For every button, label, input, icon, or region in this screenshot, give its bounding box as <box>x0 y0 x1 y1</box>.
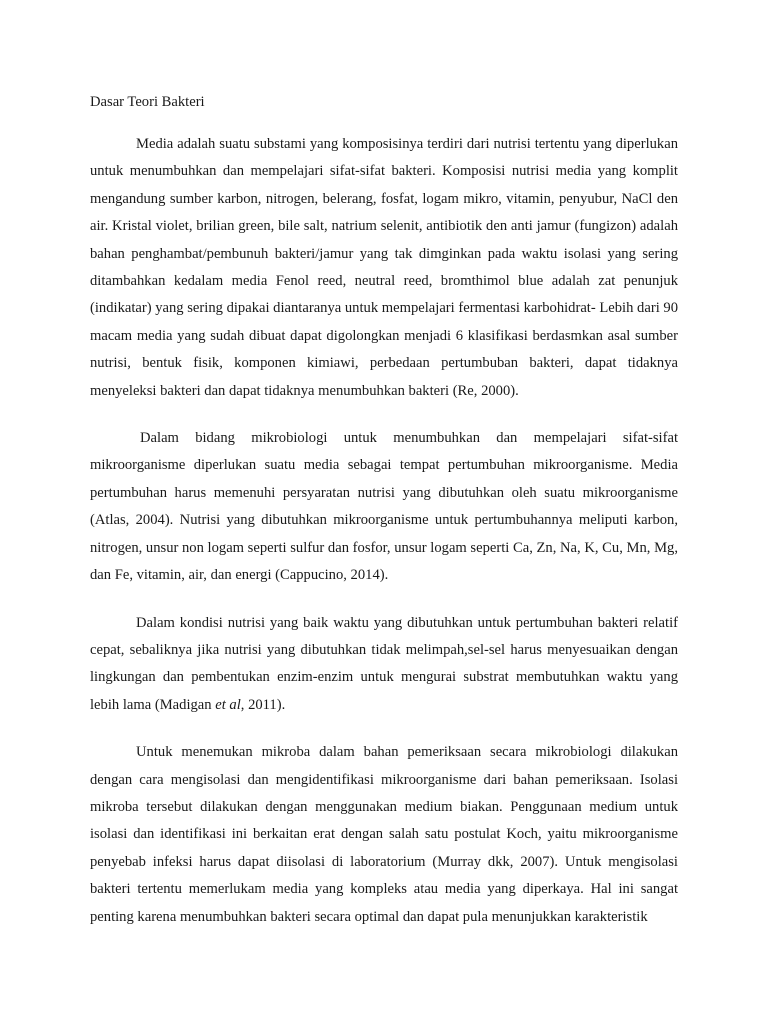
paragraph-text-before: Dalam kondisi nutrisi yang baik waktu yang dibutuhkan untuk pertumbuhan bakteri relatif cepat, sebaliknya jika nutrisi yang dibutuhkan tidak melimpah,sel-sel harus menyesuaikan dengan lingkungan dan pembentukan enzim-enzim untuk mengurai substrat membutuhkan waktu yang lebih lama (Madigan <box>90 614 678 713</box>
paragraph-text-after: , 2011). <box>240 696 286 713</box>
paragraph-media-definition: Media adalah suatu substami yang komposisinya terdiri dari nutrisi tertentu yang diperlukan untuk menumbuhkan dan mempelajari sifat-sifat bakteri. Komposisi nutrisi media yang komplit mengandung sumber karbon, nitrogen, belerang, fosfat, logam mikro, vitamin, penyubur, NaCl den air. Kristal violet, brilian green, bile salt, natrium selenit, antibiotik den anti jamur (fungizon) adalah bahan penghambat/pembunuh bakteri/jamur yang tak dimginkan pada waktu isolasi yang sering ditambahkan kedalam media Fenol reed, neutral reed, bromthimol blue adalah zat penunjuk (indikatar) yang sering dipakai diantaranya untuk mempelajari fermentasi karbohidrat- Lebih dari 90 macam media yang sudah dibuat dapat digolongkan menjadi 6 klasifikasi berdasmkan asal sumber nutrisi, bentuk fisik, komponen kimiawi, perbedaan pertumbuban bakteri, dapat tidaknya menyeleksi bakteri dan dapat tidaknya menumbuhkan bakteri (Re, 2000). <box>90 136 678 399</box>
document-title: Dasar Teori Bakteri <box>90 94 205 110</box>
paragraph-nutrition-conditions <box>90 610 678 720</box>
paragraph-microbiology-media: Dalam bidang mikrobiologi untuk menumbuhkan dan mempelajari sifat-sifat mikroorganisme diperlukan suatu media sebagai tempat pertumbuhan mikroorganisme. Media pertumbuhan harus memenuhi persyaratan nutrisi yang dibutuhkan oleh suatu mikroorganisme (Atlas, 2004). Nutrisi yang dibutuhkan mikroorganisme untuk pertumbuhannya meliputi karbon, nitrogen, unsur non logam seperti sulfur dan fosfor, unsur logam seperti Ca, Zn, Na, K, Cu, Mn, Mg, dan Fe, vitamin, air, dan energi (Cappucino, 2014). <box>90 430 678 584</box>
paragraph-isolation: Untuk menemukan mikroba dalam bahan pemeriksaan secara mikrobiologi dilakukan dengan cara mengisolasi dan mengidentifikasi mikroorganisme dari bahan pemeriksaan. Isolasi mikroba tersebut dilakukan dengan menggunakan medium biakan. Penggunaan medium untuk isolasi dan identifikasi ini berkaitan erat dengan salah satu postulat Koch, yaitu mikroorganisme penyebab infeksi harus dapat diisolasi di laboratorium (Murray dkk, 2007). Untuk mengisolasi bakteri tertentu memerlukam media yang kompleks atau media yang diperkaya. Hal ini sangat penting karena menumbuhkan bakteri secara optimal dan dapat pula menunjukkan karakteristik <box>90 744 678 925</box>
italic-citation-et-al: et al <box>215 696 241 713</box>
